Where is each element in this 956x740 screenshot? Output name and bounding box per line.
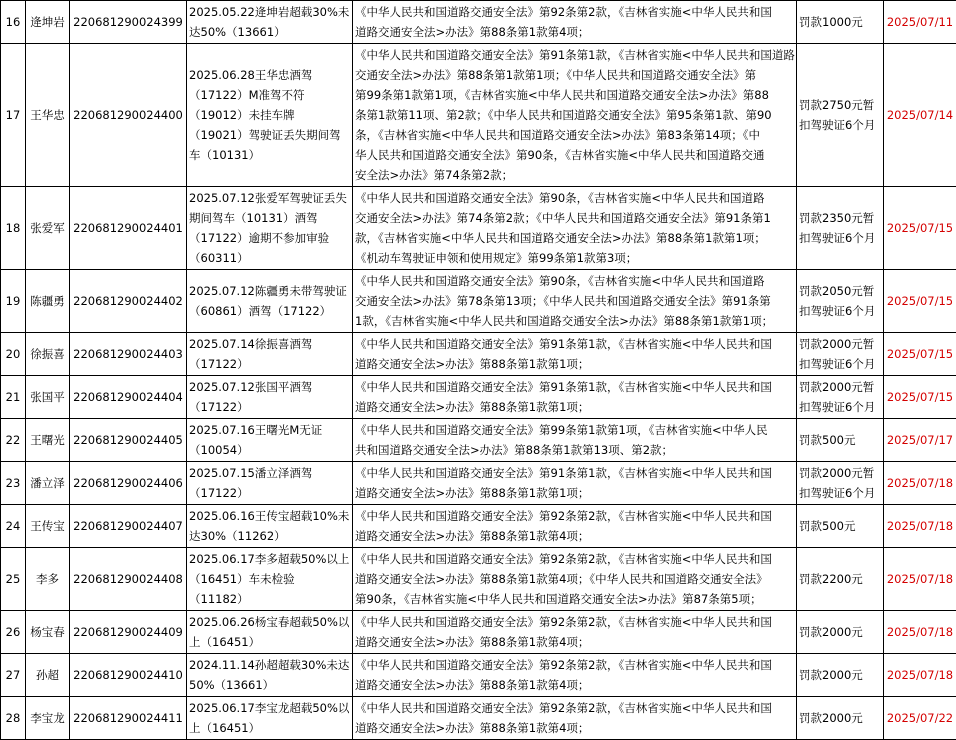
legal-basis <box>353 697 797 740</box>
violation-fact-line: 车（10131） <box>189 145 350 165</box>
penalty-result <box>797 462 884 505</box>
person-name: 张国平 <box>26 376 70 419</box>
legal-basis-line: 华人民共和国道路交通安全法》第90条，《吉林省实施<中华人民共和国道路交通 <box>355 145 794 165</box>
legal-basis-line: 第90条，《吉林省实施<中华人民共和国道路交通安全法>办法》第87条第5项； <box>355 589 794 609</box>
legal-basis-line: 交通安全法>办法》第78条第13项；《中华人民共和国道路交通安全法》第91条第 <box>355 291 794 311</box>
table-row <box>1 548 956 611</box>
violation-fact-line: （10054） <box>189 440 350 460</box>
violation-fact-line: （19012）未挂车牌 <box>189 105 350 125</box>
violation-fact <box>187 548 353 611</box>
violation-fact-line: （17122） <box>189 483 350 503</box>
penalty-result <box>797 548 884 611</box>
decision-date: 2025/07/18 <box>884 654 956 697</box>
penalty-result-line: 罚款2000元暂 <box>799 334 881 354</box>
legal-basis <box>353 376 797 419</box>
violation-fact-line: 期间驾车（10131）酒驾 <box>189 208 350 228</box>
decision-date: 2025/07/15 <box>884 270 956 333</box>
violation-fact <box>187 333 353 376</box>
decision-date: 2025/07/15 <box>884 187 956 270</box>
decision-date: 2025/07/22 <box>884 697 956 740</box>
legal-basis-line: 《机动车驾驶证申领和使用规定》第99条第1款第3项； <box>355 248 794 268</box>
legal-basis <box>353 611 797 654</box>
person-name: 张爱军 <box>26 187 70 270</box>
person-name: 孙超 <box>26 654 70 697</box>
legal-basis <box>353 505 797 548</box>
case-number: 220681290024403 <box>70 333 187 376</box>
table-row <box>1 419 956 462</box>
legal-basis-line: 交通安全法>办法》第74条第2款；《中华人民共和国道路交通安全法》第91条第1 <box>355 208 794 228</box>
table-row <box>1 333 956 376</box>
legal-basis-line: 第99条第1款第1项，《吉林省实施<中华人民共和国道路交通安全法>办法》第88 <box>355 85 794 105</box>
penalty-result <box>797 270 884 333</box>
decision-date: 2025/07/14 <box>884 44 956 187</box>
violation-fact <box>187 44 353 187</box>
table-row <box>1 187 956 270</box>
violation-fact-line: （17122） <box>189 397 350 417</box>
legal-basis-line: 《中华人民共和国道路交通安全法》第91条第1款，《吉林省实施<中华人民共和国 <box>355 463 794 483</box>
decision-date: 2025/07/18 <box>884 548 956 611</box>
violation-fact-line: 2024.11.14孙超超载30%未达 <box>189 655 350 675</box>
violation-fact-line: 2025.07.12陈疆勇未带驾驶证 <box>189 281 350 301</box>
penalty-result <box>797 505 884 548</box>
table-body <box>1 1 956 740</box>
person-name: 徐振喜 <box>26 333 70 376</box>
violation-fact <box>187 697 353 740</box>
violation-fact <box>187 611 353 654</box>
row-number: 17 <box>1 44 26 187</box>
violation-fact <box>187 654 353 697</box>
table-row <box>1 270 956 333</box>
violation-fact-line: 达50%（13661） <box>189 22 350 42</box>
case-number: 220681290024409 <box>70 611 187 654</box>
violation-fact <box>187 187 353 270</box>
row-number: 19 <box>1 270 26 333</box>
legal-basis-line: 《中华人民共和国道路交通安全法》第91条第1款，《吉林省实施<中华人民共和国 <box>355 377 794 397</box>
row-number: 24 <box>1 505 26 548</box>
legal-basis-line: 《中华人民共和国道路交通安全法》第91条第1款，《吉林省实施<中华人民共和国 <box>355 334 794 354</box>
legal-basis <box>353 419 797 462</box>
penalty-result-line: 罚款500元 <box>799 430 881 450</box>
table-row <box>1 654 956 697</box>
row-number: 23 <box>1 462 26 505</box>
legal-basis-line: 《中华人民共和国道路交通安全法》第92条第2款，《吉林省实施<中华人民共和国 <box>355 655 794 675</box>
violation-fact <box>187 419 353 462</box>
penalty-result-line: 罚款2000元 <box>799 622 881 642</box>
penalty-result <box>797 654 884 697</box>
violation-fact-line: 2025.05.22逄坤岩超载30%未 <box>189 2 350 22</box>
legal-basis <box>353 654 797 697</box>
violation-fact <box>187 462 353 505</box>
violation-fact-line: 上（16451） <box>189 718 350 738</box>
penalty-result <box>797 376 884 419</box>
case-number: 220681290024410 <box>70 654 187 697</box>
legal-basis-line: 道路交通安全法>办法》第88条第1款第4项； <box>355 718 794 738</box>
penalty-result <box>797 44 884 187</box>
violation-fact-line: 2025.06.17李宝龙超载50%以 <box>189 698 350 718</box>
legal-basis-line: 《中华人民共和国道路交通安全法》第90条，《吉林省实施<中华人民共和国道路 <box>355 271 794 291</box>
legal-basis-line: 道路交通安全法>办法》第88条第1款第1项； <box>355 397 794 417</box>
case-number: 220681290024399 <box>70 1 187 44</box>
legal-basis-line: 1款，《吉林省实施<中华人民共和国道路交通安全法>办法》第88条第1款第1项； <box>355 311 794 331</box>
violation-fact-line: 2025.07.15潘立泽酒驾 <box>189 463 350 483</box>
legal-basis-line: 《中华人民共和国道路交通安全法》第92条第2款，《吉林省实施<中华人民共和国 <box>355 698 794 718</box>
row-number: 22 <box>1 419 26 462</box>
row-number: 20 <box>1 333 26 376</box>
legal-basis-line: 道路交通安全法>办法》第88条第1款第4项； <box>355 632 794 652</box>
decision-date: 2025/07/18 <box>884 462 956 505</box>
table-row <box>1 1 956 44</box>
case-number: 220681290024407 <box>70 505 187 548</box>
violation-fact <box>187 1 353 44</box>
legal-basis-line: 道路交通安全法>办法》第88条第1款第4项；《中华人民共和国道路交通安全法》 <box>355 569 794 589</box>
legal-basis-line: 安全法>办法》第74条第2款； <box>355 165 794 185</box>
violation-fact-line: 2025.07.12张爱军驾驶证丢失 <box>189 188 350 208</box>
violation-fact-line: （11182） <box>189 589 350 609</box>
violation-fact <box>187 505 353 548</box>
row-number: 27 <box>1 654 26 697</box>
violation-fact-line: （17122） <box>189 354 350 374</box>
person-name: 王曙光 <box>26 419 70 462</box>
decision-date: 2025/07/17 <box>884 419 956 462</box>
person-name: 陈疆勇 <box>26 270 70 333</box>
table-row <box>1 697 956 740</box>
legal-basis <box>353 462 797 505</box>
penalty-result <box>797 333 884 376</box>
penalty-result-line: 扣驾驶证6个月 <box>799 354 881 374</box>
row-number: 18 <box>1 187 26 270</box>
violation-fact-line: 50%（13661） <box>189 675 350 695</box>
case-number: 220681290024400 <box>70 44 187 187</box>
violation-fact-line: 2025.06.17李多超载50%以上 <box>189 549 350 569</box>
violation-fact <box>187 376 353 419</box>
legal-basis <box>353 1 797 44</box>
case-number: 220681290024402 <box>70 270 187 333</box>
table-row <box>1 462 956 505</box>
legal-basis <box>353 187 797 270</box>
violation-fact-line: 2025.06.16王传宝超载10%未 <box>189 506 350 526</box>
penalty-result <box>797 419 884 462</box>
legal-basis <box>353 44 797 187</box>
legal-basis-line: 《中华人民共和国道路交通安全法》第92条第2款，《吉林省实施<中华人民共和国 <box>355 2 794 22</box>
legal-basis-line: 《中华人民共和国道路交通安全法》第92条第2款，《吉林省实施<中华人民共和国 <box>355 549 794 569</box>
legal-basis <box>353 548 797 611</box>
person-name: 李宝龙 <box>26 697 70 740</box>
penalty-result-line: 扣驾驶证6个月 <box>799 228 881 248</box>
violation-fact-line: 2025.07.16王曙光M无证 <box>189 420 350 440</box>
case-number: 220681290024408 <box>70 548 187 611</box>
penalty-result-line: 罚款2050元暂 <box>799 281 881 301</box>
legal-basis <box>353 333 797 376</box>
penalty-result-line: 罚款1000元 <box>799 12 881 32</box>
row-number: 26 <box>1 611 26 654</box>
legal-basis-line: 道路交通安全法>办法》第88条第1款第4项； <box>355 526 794 546</box>
violation-fact-line: （60311） <box>189 248 350 268</box>
violation-fact-line: （16451）车未检验 <box>189 569 350 589</box>
penalty-result <box>797 611 884 654</box>
violation-fact-line: （17122）逾期不参加审验 <box>189 228 350 248</box>
penalty-result-line: 罚款2350元暂 <box>799 208 881 228</box>
legal-basis-line: 道路交通安全法>办法》第88条第1款第4项； <box>355 22 794 42</box>
violation-fact-line: （19021）驾驶证丢失期间驾 <box>189 125 350 145</box>
case-number: 220681290024401 <box>70 187 187 270</box>
person-name: 李多 <box>26 548 70 611</box>
violation-fact <box>187 270 353 333</box>
legal-basis-line: 道路交通安全法>办法》第88条第1款第4项； <box>355 675 794 695</box>
legal-basis-line: 交通安全法>办法》第88条第1款第1项；《中华人民共和国道路交通安全法》第 <box>355 65 794 85</box>
penalty-result-line: 罚款2000元暂 <box>799 463 881 483</box>
violation-fact-line: 2025.06.26杨宝春超载50%以 <box>189 612 350 632</box>
decision-date: 2025/07/15 <box>884 376 956 419</box>
violation-fact-line: （60861）酒驾（17122） <box>189 301 350 321</box>
penalty-result-line: 扣驾驶证6个月 <box>799 301 881 321</box>
penalty-result-line: 扣驾驶证6个月 <box>799 115 881 135</box>
penalty-result-line: 扣驾驶证6个月 <box>799 483 881 503</box>
violation-fact-line: 2025.07.12张国平酒驾 <box>189 377 350 397</box>
legal-basis <box>353 270 797 333</box>
table-row <box>1 505 956 548</box>
person-name: 逄坤岩 <box>26 1 70 44</box>
row-number: 28 <box>1 697 26 740</box>
legal-basis-line: 款，《吉林省实施<中华人民共和国道路交通安全法>办法》第88条第1款第1项； <box>355 228 794 248</box>
decision-date: 2025/07/18 <box>884 505 956 548</box>
person-name: 杨宝春 <box>26 611 70 654</box>
violation-fact-line: 上（16451） <box>189 632 350 652</box>
penalty-result-line: 罚款2750元暂 <box>799 95 881 115</box>
legal-basis-line: 《中华人民共和国道路交通安全法》第91条第1款，《吉林省实施<中华人民共和国道路 <box>355 45 794 65</box>
violation-fact-line: 达30%（11262） <box>189 526 350 546</box>
legal-basis-line: 《中华人民共和国道路交通安全法》第90条，《吉林省实施<中华人民共和国道路 <box>355 188 794 208</box>
case-number: 220681290024404 <box>70 376 187 419</box>
penalty-result-line: 罚款2200元 <box>799 569 881 589</box>
table-row <box>1 44 956 187</box>
penalty-result-line: 罚款2000元暂 <box>799 377 881 397</box>
legal-basis-line: 《中华人民共和国道路交通安全法》第99条第1款第1项，《吉林省实施<中华人民 <box>355 420 794 440</box>
legal-basis-line: 道路交通安全法>办法》第88条第1款第1项； <box>355 354 794 374</box>
legal-basis-line: 共和国道路交通安全法>办法》第88条第1款第13项、第2款； <box>355 440 794 460</box>
decision-date: 2025/07/15 <box>884 333 956 376</box>
penalty-result <box>797 697 884 740</box>
penalty-result <box>797 187 884 270</box>
legal-basis-line: 道路交通安全法>办法》第88条第1款第1项； <box>355 483 794 503</box>
row-number: 25 <box>1 548 26 611</box>
penalty-result <box>797 1 884 44</box>
table-row <box>1 611 956 654</box>
case-number: 220681290024405 <box>70 419 187 462</box>
case-number: 220681290024406 <box>70 462 187 505</box>
legal-basis-line: 《中华人民共和国道路交通安全法》第92条第2款，《吉林省实施<中华人民共和国 <box>355 612 794 632</box>
legal-basis-line: 条，《吉林省实施<中华人民共和国道路交通安全法>办法》第83条第14项；《中 <box>355 125 794 145</box>
legal-basis-line: 条第1款第11项、第2款；《中华人民共和国道路交通安全法》第95条第1款、第90 <box>355 105 794 125</box>
legal-basis-line: 《中华人民共和国道路交通安全法》第92条第2款，《吉林省实施<中华人民共和国 <box>355 506 794 526</box>
decision-date: 2025/07/11 <box>884 1 956 44</box>
violation-fact-line: （17122）M准驾不符 <box>189 85 350 105</box>
penalty-result-line: 扣驾驶证6个月 <box>799 397 881 417</box>
case-number: 220681290024411 <box>70 697 187 740</box>
penalty-result-line: 罚款500元 <box>799 516 881 536</box>
penalty-result-line: 罚款2000元 <box>799 708 881 728</box>
row-number: 21 <box>1 376 26 419</box>
penalty-result-line: 罚款2000元 <box>799 665 881 685</box>
table-row <box>1 376 956 419</box>
violation-fact-line: 2025.07.14徐振喜酒驾 <box>189 334 350 354</box>
decision-date: 2025/07/18 <box>884 611 956 654</box>
person-name: 潘立泽 <box>26 462 70 505</box>
violation-fact-line: 2025.06.28王华忠酒驾 <box>189 65 350 85</box>
row-number: 16 <box>1 1 26 44</box>
person-name: 王华忠 <box>26 44 70 187</box>
person-name: 王传宝 <box>26 505 70 548</box>
